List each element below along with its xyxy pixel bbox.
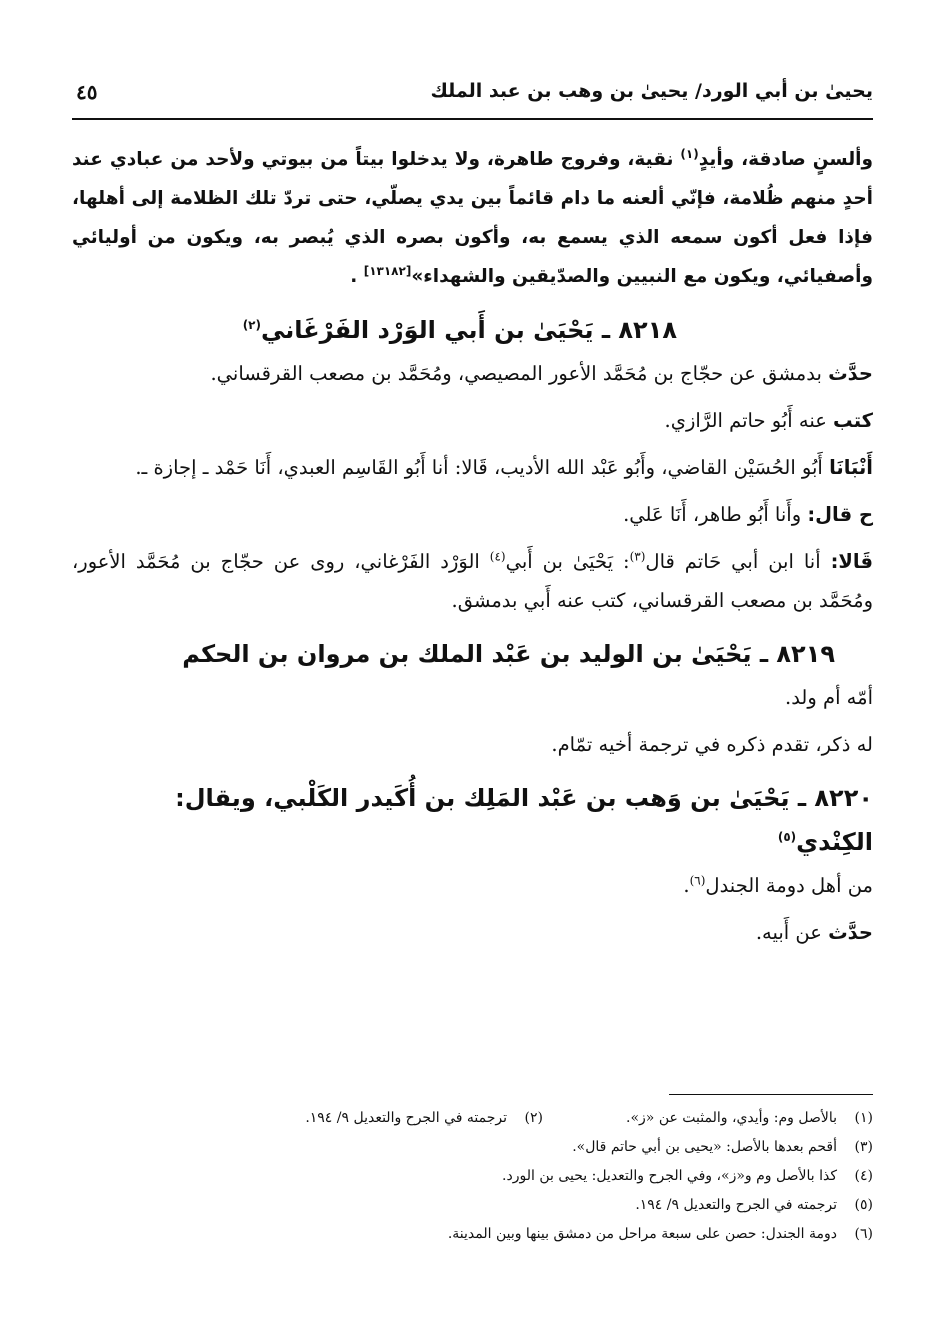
footnote-divider: [669, 1094, 873, 1095]
entry-title-8219: ٨٢١٩ ـ يَحْيَىٰ بن الوليد بن عَبْد الملك بن مروان بن الحكم: [182, 640, 835, 668]
footnote-6: [72, 1220, 873, 1249]
footnote-text: بالأصل وم: وأيدي، والمثبت عن «ز».: [626, 1110, 837, 1126]
entry-title-text: ٨٢٢٠ ـ يَحْيَىٰ بن وَهب بن عَبْد المَلِك بن أُكَيدر الكَلْبي، ويقال: الكِنْدي: [175, 784, 873, 856]
paragraph-text: من أهل دومة الجندل: [705, 874, 873, 897]
entry-title-text: ٨٢١٨ ـ يَحْيَىٰ بن أَبي الوَرْد الفَرْغَاني: [260, 316, 677, 344]
paragraph: [72, 401, 873, 440]
hadith-continuation: [72, 140, 873, 296]
paragraph-text: أنا ابن أبي حَاتم قال: [645, 550, 831, 573]
running-header: [72, 78, 873, 120]
footnote-4: [72, 1162, 873, 1191]
footnote-text: دومة الجندل: حصن على سبعة مراحل من دمشق بينها وبين المدينة.: [447, 1226, 837, 1242]
keyword: أَنْبَانَا: [829, 456, 873, 479]
keyword: قَالا:: [830, 550, 874, 573]
footnote-number: (٣): [854, 1139, 873, 1155]
hadith-number: [١٣١٨٢]: [363, 263, 412, 278]
footnote-1: [543, 1104, 873, 1133]
page-number: ٤٥: [76, 80, 98, 104]
main-text: [72, 140, 873, 960]
footnote-5: [72, 1191, 873, 1220]
footnote-text: ترجمته في الجرح والتعديل ٩/ ١٩٤.: [635, 1197, 837, 1213]
paragraph-text: أَبُو الحُسَيْن القاضي، وأَبُو عَبْد الله الأديب، قَالا: أنا أَبُو القَاسِم العبدي، أَنَا حَمْد ـ إجازة ـ.: [135, 456, 830, 479]
footnote-number: (١): [854, 1110, 873, 1126]
paragraph-text: بدمشق عن حجّاج بن مُحَمَّد الأعور المصيصي، ومُحَمَّد بن مصعب القرقساني.: [210, 362, 829, 385]
footnotes: [72, 1104, 873, 1249]
intro-text-2: نقية، وفروج طاهرة، ولا يدخلوا بيتاً من بيوتي ولأحد من عبادي عند أحدٍ منهم ظُلامة، فإنّي ألعنه ما دام قائماً بين يدي يصلّي، حتى تردّ تلك الظلامة إلى أهلها، فإذا فعل أكون سمعه الذي يسمع به، وأكون بصره الذي يُبصر به، ويكون من أوليائي وأصفيائي، ويكون مع النبيين والصدّيقين والشهداء»: [72, 149, 873, 287]
footnote-text: ترجمته في الجرح والتعديل ٩/ ١٩٤.: [305, 1110, 507, 1126]
footnote-2: [305, 1104, 543, 1133]
keyword: كتب: [833, 409, 873, 432]
keyword: حدَّث: [828, 921, 873, 944]
paragraph: [72, 542, 873, 620]
footnote-number: (٥): [854, 1197, 873, 1213]
footnote-ref-4: (٤): [489, 549, 506, 564]
footnote-row: [72, 1104, 873, 1133]
paragraph: [72, 354, 873, 393]
paragraph: [72, 495, 873, 534]
entry-title-8218: [72, 308, 677, 352]
entry-title-8220: [72, 776, 873, 864]
footnote-ref-1: (١): [680, 146, 699, 161]
intro-end: .: [350, 266, 364, 287]
footnote-number: (٢): [524, 1110, 543, 1126]
intro-text-1: وألسنٍ صادقة، وأيدٍ: [698, 149, 873, 170]
paragraph: [72, 448, 873, 487]
paragraph-text: عن أَبيه.: [755, 921, 829, 944]
footnote-number: (٦): [854, 1226, 873, 1242]
keyword: حدَّث: [828, 362, 873, 385]
footnote-ref-2: (٢): [242, 318, 261, 332]
paragraph-text: : يَحْيَىٰ بن أَبي: [505, 550, 630, 573]
footnote-ref-3: (٣): [629, 549, 646, 564]
paragraph-text: عنه أَبُو حاتم الرَّازي.: [664, 409, 834, 432]
footnote-3: [72, 1133, 873, 1162]
footnote-ref-5: (٥): [777, 830, 797, 844]
keyword: ح قال:: [807, 503, 873, 526]
paragraph: له ذكر، تقدم ذكره في ترجمة أخيه تمّام.: [551, 733, 873, 756]
paragraph: [72, 866, 873, 905]
footnote-ref-6: (٦): [689, 873, 706, 888]
footnote-text: أقحم بعدها بالأصل: «يحيى بن أبي حاتم قال».: [572, 1139, 837, 1155]
footnote-number: (٤): [854, 1168, 873, 1184]
paragraph-text: الوَرْد الفَرْغاني، روى عن حجّاج بن مُحَمَّد الأعور، ومُحَمَّد بن مصعب القرقساني، كتب عنه أَبي بدمشق.: [72, 550, 873, 612]
paragraph-text: .: [683, 874, 690, 897]
paragraph: أمّه أم ولد.: [785, 686, 873, 709]
paragraph-text: وأَنا أَبُو طاهر، أَنَا عَلي.: [623, 503, 808, 526]
footnote-text: كذا بالأصل وم و«ز»، وفي الجرح والتعديل: يحيى بن الورد.: [502, 1168, 837, 1184]
header-title: يحيىٰ بن أبي الورد/ يحيىٰ بن وهب بن عبد الملك: [430, 80, 873, 102]
paragraph: [72, 913, 873, 952]
